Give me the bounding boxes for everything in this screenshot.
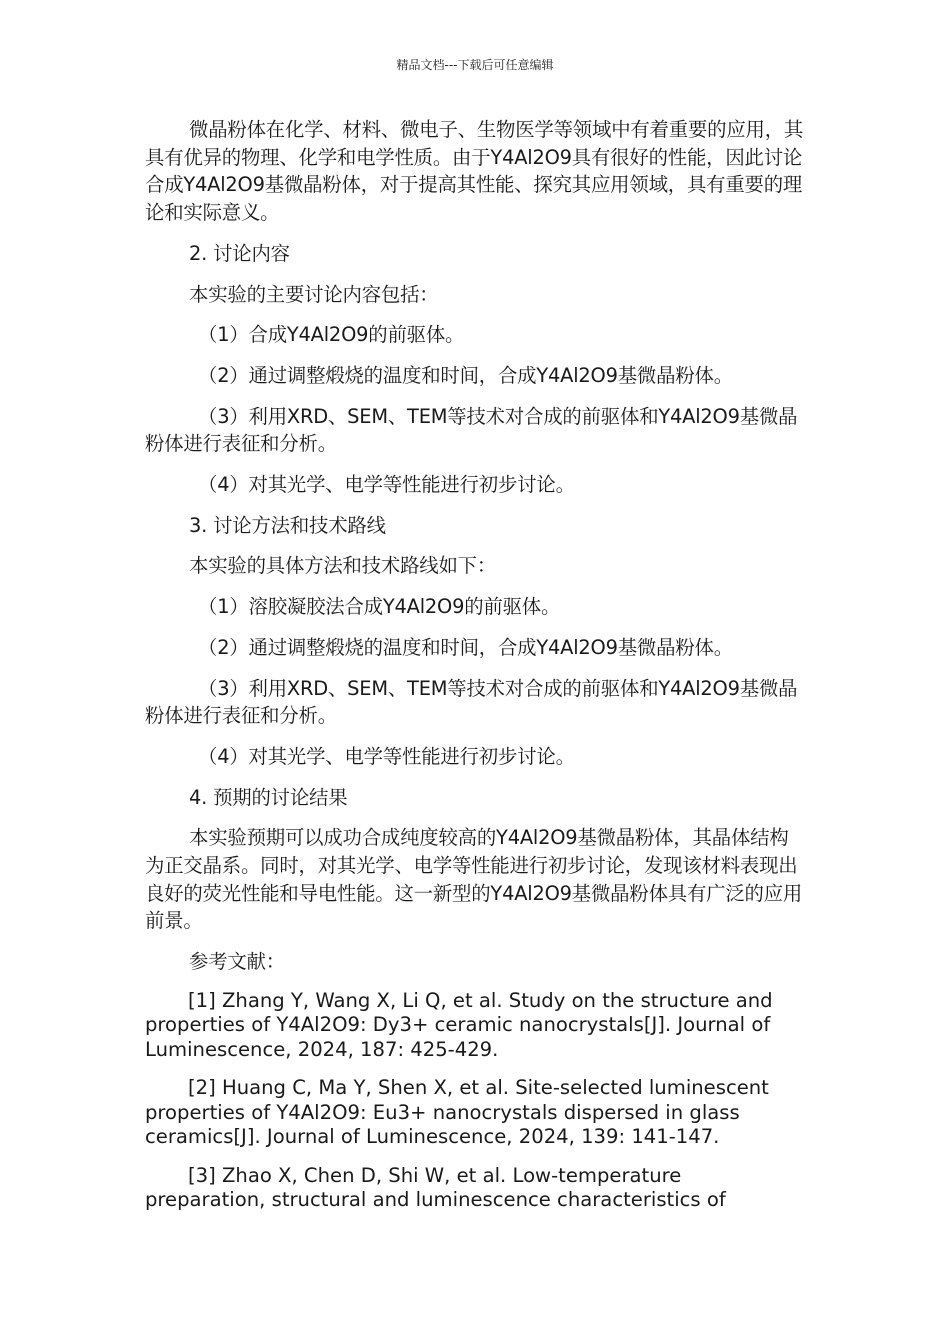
- section-heading: 4. 预期的讨论结果: [189, 785, 348, 809]
- body-paragraph: 本实验的主要讨论内容包括：: [189, 282, 439, 306]
- list-item: （1）溶胶凝胶法合成Y4Al2O9的前驱体。: [198, 595, 561, 619]
- page-header: 精品文档---下载后可任意编辑: [396, 58, 554, 72]
- list-item: （4）对其光学、电学等性能进行初步讨论。: [198, 744, 575, 768]
- list-item: （1）合成Y4Al2O9的前驱体。: [198, 323, 465, 347]
- intro-paragraph: 微晶粉体在化学、材料、微电子、生物医学等领域中有着重要的应用，其具有优异的物理、化学和电学性质。由于Y4Al2O9具有很好的性能，因此讨论合成Y4Al2O9基微晶粉体，对于提高其性能、探究其应用领域，具有重要的理论和实际意义。: [145, 118, 804, 225]
- list-item: （2）通过调整煅烧的温度和时间，合成Y4Al2O9基微晶粉体。: [198, 635, 733, 659]
- list-item: （3）利用XRD、SEM、TEM等技术对合成的前驱体和Y4Al2O9基微晶粉体进行表征和分析。: [145, 404, 798, 456]
- section-heading: 3. 讨论方法和技术路线: [189, 513, 386, 537]
- reference-item: [3] Zhao X, Chen D, Shi W, et al. Low-temperature preparation, structural and luminescence characteristics of: [145, 1163, 726, 1212]
- body-paragraph: 本实验的具体方法和技术路线如下：: [189, 554, 497, 578]
- body-paragraph: 本实验预期可以成功合成纯度较高的Y4Al2O9基微晶粉体，其晶体结构为正交晶系。同时，对其光学、电学等性能进行初步讨论，发现该材料表现出良好的荧光性能和导电性能。这一新型的Y4Al2O9基微晶粉体具有广泛的应用前景。: [145, 826, 803, 933]
- list-item: （3）利用XRD、SEM、TEM等技术对合成的前驱体和Y4Al2O9基微晶粉体进行表征和分析。: [145, 676, 798, 728]
- references-heading: 参考文献：: [189, 950, 285, 974]
- reference-item: [1] Zhang Y, Wang X, Li Q, et al. Study on the structure and properties of Y4Al2O9: Dy3+ ceramic nanocrystals[J]. Journal of Luminescence, 2024, 187: 425-429.: [145, 988, 773, 1061]
- list-item: （2）通过调整煅烧的温度和时间，合成Y4Al2O9基微晶粉体。: [198, 363, 733, 387]
- section-heading: 2. 讨论内容: [189, 241, 290, 265]
- reference-item: [2] Huang C, Ma Y, Shen X, et al. Site-selected luminescent properties of Y4Al2O9: Eu3+ nanocrystals dispersed in glass ceramics[J]. Journal of Luminescence, 2024, 139: 141-147.: [145, 1076, 769, 1149]
- document-body: [145, 116, 807, 1227]
- list-item: （4）对其光学、电学等性能进行初步讨论。: [198, 473, 575, 497]
